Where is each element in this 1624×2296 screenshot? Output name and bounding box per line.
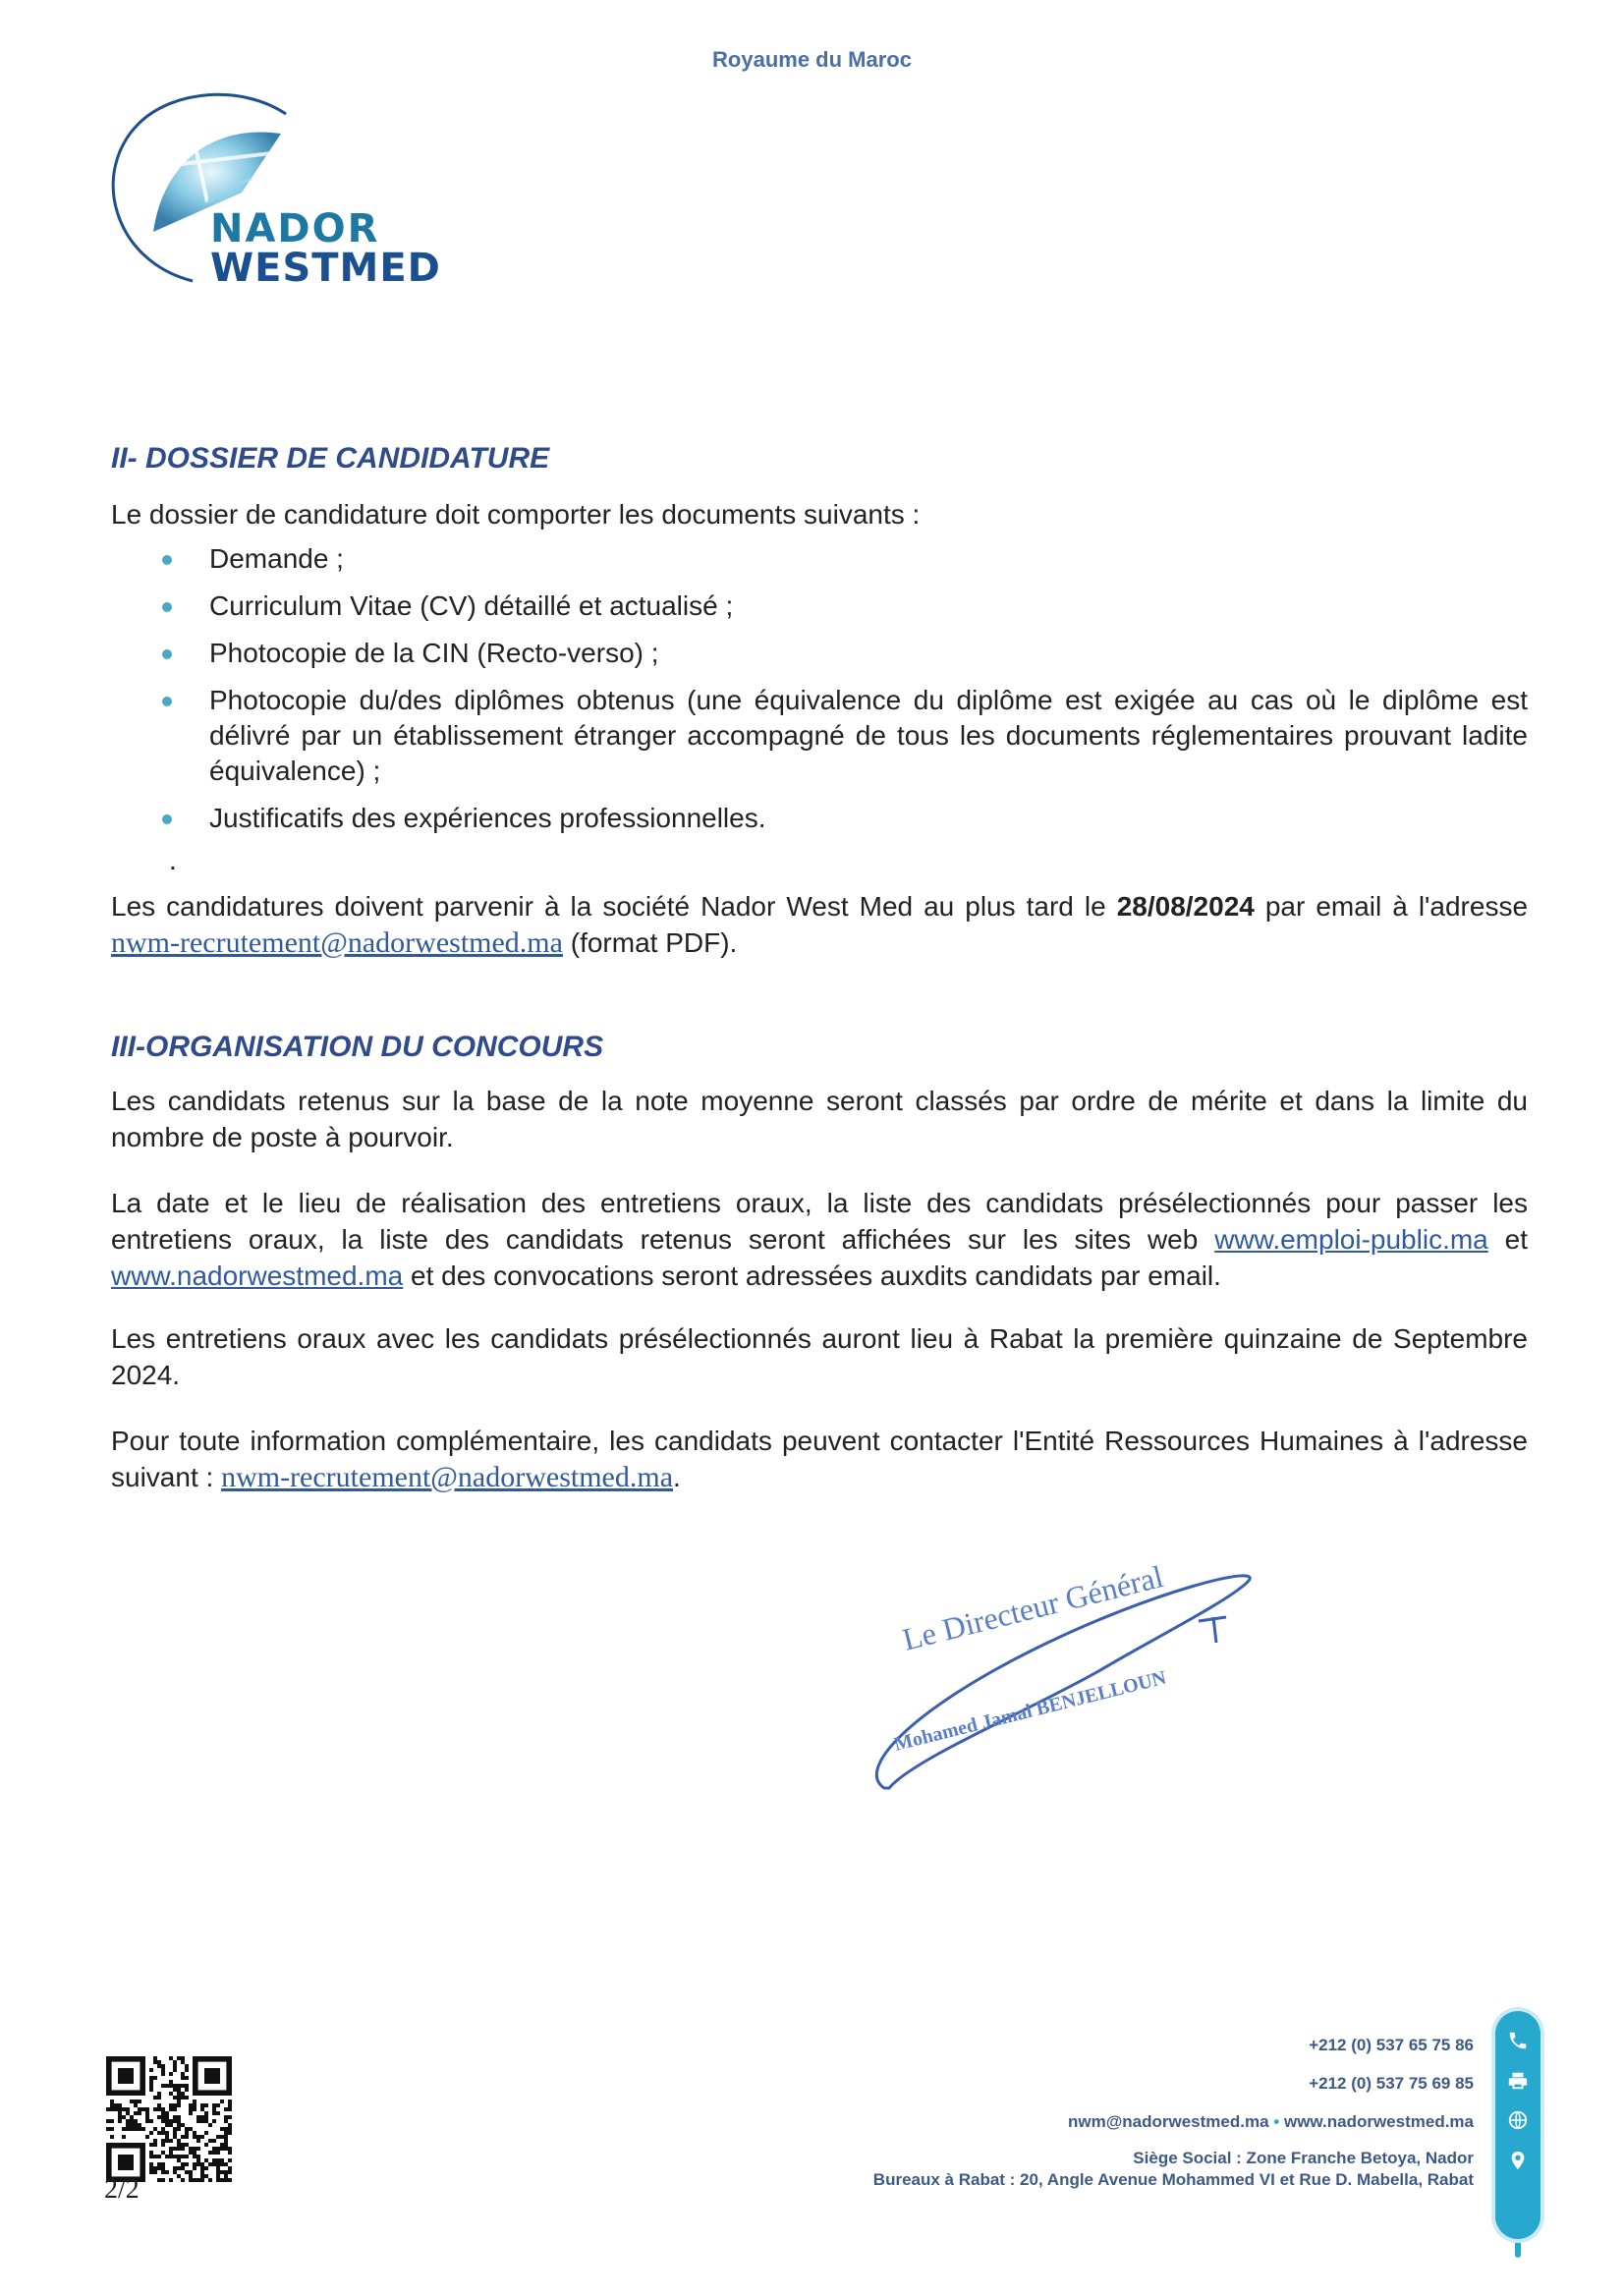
section-title-organisation: III-ORGANISATION DU CONCOURS — [111, 1031, 604, 1063]
footer-website[interactable]: www.nadorwestmed.ma — [1283, 2112, 1474, 2131]
section3-paragraph-2 — [111, 1185, 1528, 1294]
recruitment-email-link[interactable]: nwm-recrutement@nadorwestmed.ma — [111, 926, 563, 959]
list-item-text: Demande ; — [209, 543, 344, 574]
footer-separator: • — [1273, 2112, 1280, 2131]
emploi-public-link[interactable]: www.emploi-public.ma — [1214, 1224, 1488, 1255]
list-item — [152, 683, 1528, 789]
kingdom-header: Royaume du Maroc — [712, 47, 912, 72]
deadline-text: (format PDF). — [562, 927, 738, 958]
list-item — [152, 588, 1528, 624]
deadline-text: Les candidatures doivent parvenir à la société Nador West Med au plus tard le — [111, 891, 1117, 922]
location-pin-icon — [1501, 2144, 1535, 2177]
section2-intro: Le dossier de candidature doit comporter les documents suivants : — [111, 499, 921, 530]
section3-paragraph-3: Les entretiens oraux avec les candidats présélectionnés auront lieu à Rabat la première quinzaine de Septembre 2024. — [111, 1323, 1528, 1390]
footer-web-line — [668, 2112, 1474, 2132]
list-item — [152, 636, 1528, 671]
paragraph-text: et des convocations seront adressées auxdits candidats par email. — [403, 1260, 1221, 1291]
deadline-paragraph — [111, 888, 1528, 961]
section3-paragraph-1: Les candidats retenus sur la base de la note moyenne seront classés par ordre de mérite et dans la limite du nombre de poste à pourvoir. — [111, 1086, 1528, 1152]
page-number: 2/2 — [104, 2174, 140, 2205]
paragraph-text: et — [1487, 1224, 1528, 1255]
list-item-text: Photocopie du/des diplômes obtenus (une équivalence du diplôme est exigée au cas où le diplôme est délivré par un établissement étranger accompagné de tous les documents réglementaires prouvant ladite équivalence) ; — [209, 685, 1528, 786]
contact-email-link[interactable]: nwm-recrutement@nadorwestmed.ma — [221, 1461, 674, 1493]
deadline-text: par email à l'adresse — [1254, 891, 1529, 922]
bullet-icon — [162, 602, 172, 612]
printer-icon — [1501, 2064, 1535, 2098]
bullet-icon — [162, 555, 172, 565]
logo-line-westmed: WESTMED — [210, 246, 441, 291]
qr-code — [102, 2052, 236, 2186]
footer-bureaux: Bureaux à Rabat : 20, Angle Avenue Mohammed VI et Rue D. Mabella, Rabat — [872, 2170, 1474, 2189]
list-item-text: Photocopie de la CIN (Recto-verso) ; — [209, 638, 659, 668]
logo-wordmark — [210, 206, 441, 291]
paragraph-text: Pour toute information complémentaire, les candidats peuvent contacter l'Entité Ressources Humaines à l'adresse suivant : — [111, 1426, 1528, 1492]
bullet-icon — [162, 814, 172, 824]
paragraph-text: . — [673, 1462, 681, 1492]
footer-fax: +212 (0) 537 75 69 85 — [1309, 2074, 1474, 2093]
phone-icon — [1501, 2024, 1535, 2057]
signature-title: Le Directeur Général — [898, 1558, 1167, 1657]
director-signature-stamp — [855, 1523, 1277, 1818]
list-item — [152, 801, 1528, 836]
logo-line-nador: NADOR — [210, 206, 380, 252]
documents-list — [152, 541, 1528, 848]
paragraph-text: La date et le lieu de réalisation des entretiens oraux, la liste des candidats présélectionnés pour passer les entretiens oraux, la liste des candidats retenus seront affichées sur les sites web — [111, 1188, 1528, 1255]
section-title-dossier: II- DOSSIER DE CANDIDATURE — [111, 442, 550, 475]
bullet-icon — [162, 649, 172, 659]
nadorwestmed-link[interactable]: www.nadorwestmed.ma — [111, 1260, 404, 1291]
footer-phone: +212 (0) 537 65 75 86 — [1309, 2036, 1474, 2054]
deadline-date: 28/08/2024 — [1116, 891, 1255, 922]
list-item — [152, 541, 1528, 577]
footer-email[interactable]: nwm@nadorwestmed.ma — [1067, 2112, 1269, 2131]
section3-paragraph-4 — [111, 1423, 1528, 1495]
signature-name: Mohamed Jamal BENJELLOUN — [891, 1666, 1169, 1756]
list-item-text: Justificatifs des expériences professionnelles. — [209, 803, 766, 833]
stray-period: . — [169, 845, 177, 875]
globe-icon — [1501, 2103, 1535, 2137]
list-item-text: Curriculum Vitae (CV) détaillé et actualisé ; — [209, 590, 734, 621]
footer-siege: Siège Social : Zone Franche Betoya, Nador — [1133, 2149, 1474, 2167]
bullet-icon — [162, 697, 172, 706]
